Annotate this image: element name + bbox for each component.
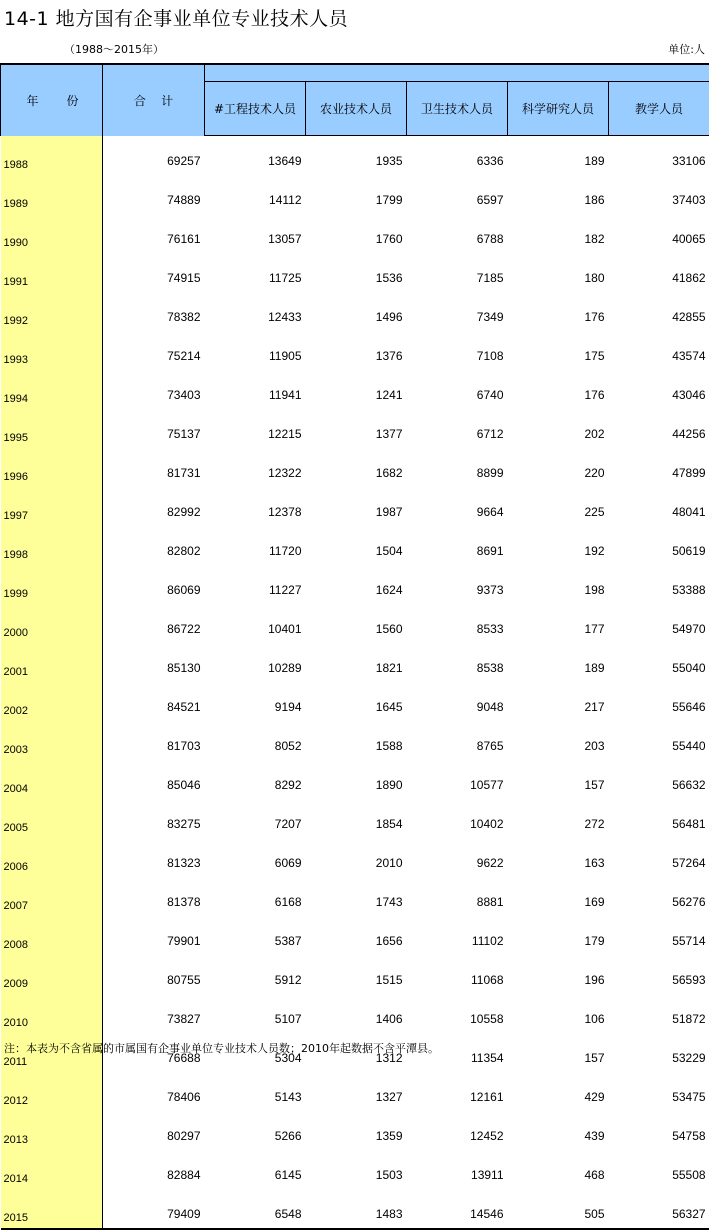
total-cell: 81731 [103,448,205,487]
year-cell: 2006 [1,838,103,877]
research-cell: 176 [508,292,609,331]
table-row [1,253,709,292]
table-row [1,1150,709,1189]
engineering-cell: 6069 [205,838,306,877]
table-row [1,994,709,1033]
total-cell: 82884 [103,1150,205,1189]
health-cell: 9664 [407,487,508,526]
research-cell: 468 [508,1150,609,1189]
year-cell: 1999 [1,565,103,604]
table-header [1,65,709,136]
engineering-cell: 10401 [205,604,306,643]
total-cell: 69257 [103,136,205,176]
engineering-cell: 11720 [205,526,306,565]
table-row [1,1189,709,1229]
research-cell: 192 [508,526,609,565]
year-cell: 1996 [1,448,103,487]
health-column-header: 卫生技术人员 [407,82,508,136]
health-cell: 6788 [407,214,508,253]
year-header-char-1: 年 [27,92,67,109]
teaching-cell: 54758 [609,1111,709,1150]
year-cell: 1995 [1,409,103,448]
health-cell: 8899 [407,448,508,487]
teaching-cell: 53475 [609,1072,709,1111]
agriculture-cell: 1624 [306,565,407,604]
year-cell: 2012 [1,1072,103,1111]
table-row [1,136,709,176]
agriculture-cell: 1645 [306,682,407,721]
teaching-cell: 40065 [609,214,709,253]
engineering-cell: 6548 [205,1189,306,1229]
table-row [1,643,709,682]
agriculture-cell: 1504 [306,526,407,565]
teaching-cell: 47899 [609,448,709,487]
research-cell: 157 [508,760,609,799]
category-group-header [205,65,709,82]
research-cell: 163 [508,838,609,877]
total-cell: 76688 [103,1033,205,1072]
research-cell: 202 [508,409,609,448]
teaching-cell: 43574 [609,331,709,370]
table-row [1,409,709,448]
research-column-header: 科学研究人员 [508,82,609,136]
agriculture-column-header: 农业技术人员 [306,82,407,136]
teaching-cell: 50619 [609,526,709,565]
research-cell: 220 [508,448,609,487]
year-cell: 2005 [1,799,103,838]
agriculture-cell: 1376 [306,331,407,370]
research-cell: 169 [508,877,609,916]
research-cell: 439 [508,1111,609,1150]
total-cell: 81703 [103,721,205,760]
total-cell: 75137 [103,409,205,448]
engineering-cell: 5304 [205,1033,306,1072]
year-cell: 2007 [1,877,103,916]
health-cell: 6740 [407,370,508,409]
health-cell: 14546 [407,1189,508,1229]
year-cell: 2000 [1,604,103,643]
total-cell: 78382 [103,292,205,331]
health-cell: 9622 [407,838,508,877]
health-cell: 9048 [407,682,508,721]
table-body [1,136,709,1230]
engineering-column-header: #工程技术人员 [205,82,306,136]
engineering-cell: 11227 [205,565,306,604]
total-header-char-1: 合 [134,94,146,108]
teaching-cell: 55714 [609,916,709,955]
table-row [1,1111,709,1150]
teaching-cell: 56327 [609,1189,709,1229]
engineering-cell: 8292 [205,760,306,799]
table-row [1,799,709,838]
health-cell: 9373 [407,565,508,604]
total-cell: 79409 [103,1189,205,1229]
table-row [1,526,709,565]
footnote: 注：本表为不含省属的市属国有企事业单位专业技术人员数；2010年起数据不含平潭县。 [4,1040,439,1056]
teaching-cell: 51872 [609,994,709,1033]
engineering-cell: 8052 [205,721,306,760]
engineering-cell: 12322 [205,448,306,487]
teaching-cell: 56481 [609,799,709,838]
year-cell: 1989 [1,175,103,214]
year-range-subtitle: （1988～2015年） [64,41,164,57]
agriculture-cell: 1890 [306,760,407,799]
agriculture-cell: 1536 [306,253,407,292]
table-row [1,604,709,643]
research-cell: 180 [508,253,609,292]
total-cell: 83275 [103,799,205,838]
agriculture-cell: 1987 [306,487,407,526]
engineering-cell: 13649 [205,136,306,176]
research-cell: 186 [508,175,609,214]
engineering-cell: 13057 [205,214,306,253]
table-row [1,331,709,370]
table-row [1,565,709,604]
total-cell: 73827 [103,994,205,1033]
teaching-cell: 55040 [609,643,709,682]
engineering-cell: 11725 [205,253,306,292]
agriculture-cell: 1515 [306,955,407,994]
year-cell: 2011 [1,1033,103,1072]
agriculture-cell: 1760 [306,214,407,253]
agriculture-cell: 1496 [306,292,407,331]
agriculture-cell: 1588 [306,721,407,760]
health-cell: 10577 [407,760,508,799]
table-row [1,214,709,253]
research-cell: 505 [508,1189,609,1229]
health-cell: 8538 [407,643,508,682]
health-cell: 10402 [407,799,508,838]
year-cell: 2003 [1,721,103,760]
engineering-cell: 11941 [205,370,306,409]
year-cell: 1993 [1,331,103,370]
table-row [1,1072,709,1111]
total-cell: 73403 [103,370,205,409]
table-row [1,721,709,760]
year-cell: 2002 [1,682,103,721]
teaching-cell: 57264 [609,838,709,877]
agriculture-cell: 1854 [306,799,407,838]
research-cell: 177 [508,604,609,643]
total-cell: 75214 [103,331,205,370]
year-cell: 2009 [1,955,103,994]
year-cell: 2004 [1,760,103,799]
engineering-cell: 7207 [205,799,306,838]
agriculture-cell: 1359 [306,1111,407,1150]
total-cell: 85046 [103,760,205,799]
engineering-cell: 5143 [205,1072,306,1111]
engineering-cell: 11905 [205,331,306,370]
table-row [1,487,709,526]
teaching-cell: 56276 [609,877,709,916]
year-cell: 1990 [1,214,103,253]
teaching-cell: 37403 [609,175,709,214]
total-cell: 81323 [103,838,205,877]
total-cell: 82992 [103,487,205,526]
research-cell: 429 [508,1072,609,1111]
teaching-column-header: 教学人员 [609,82,709,136]
table-row [1,682,709,721]
year-cell: 1994 [1,370,103,409]
table-row [1,916,709,955]
teaching-cell: 33106 [609,136,709,176]
engineering-cell: 12215 [205,409,306,448]
research-cell: 157 [508,1033,609,1072]
research-cell: 225 [508,487,609,526]
total-cell: 84521 [103,682,205,721]
teaching-cell: 55508 [609,1150,709,1189]
teaching-cell: 54970 [609,604,709,643]
total-cell: 85130 [103,643,205,682]
year-cell: 2013 [1,1111,103,1150]
health-cell: 6597 [407,175,508,214]
agriculture-cell: 1799 [306,175,407,214]
engineering-cell: 5266 [205,1111,306,1150]
total-cell: 79901 [103,916,205,955]
agriculture-cell: 1656 [306,916,407,955]
health-cell: 6712 [407,409,508,448]
page-title: 14-1 地方国有企事业单位专业技术人员 [4,4,348,31]
engineering-cell: 12378 [205,487,306,526]
health-cell: 13911 [407,1150,508,1189]
table-row [1,448,709,487]
year-cell: 2014 [1,1150,103,1189]
health-cell: 12452 [407,1111,508,1150]
total-cell: 81378 [103,877,205,916]
health-cell: 8765 [407,721,508,760]
engineering-cell: 14112 [205,175,306,214]
engineering-cell: 9194 [205,682,306,721]
teaching-cell: 55440 [609,721,709,760]
research-cell: 106 [508,994,609,1033]
research-cell: 196 [508,955,609,994]
engineering-cell: 10289 [205,643,306,682]
year-column-header [1,65,103,136]
teaching-cell: 41862 [609,253,709,292]
table-row [1,838,709,877]
total-cell: 74889 [103,175,205,214]
health-cell: 11354 [407,1033,508,1072]
year-cell: 2015 [1,1189,103,1229]
total-cell: 82802 [103,526,205,565]
health-cell: 8691 [407,526,508,565]
year-cell: 2010 [1,994,103,1033]
agriculture-cell: 1743 [306,877,407,916]
year-cell: 1991 [1,253,103,292]
health-cell: 12161 [407,1072,508,1111]
health-cell: 7349 [407,292,508,331]
table-row [1,292,709,331]
agriculture-cell: 1312 [306,1033,407,1072]
health-cell: 8533 [407,604,508,643]
total-cell: 74915 [103,253,205,292]
year-header-char-2: 份 [67,92,77,109]
research-cell: 198 [508,565,609,604]
year-cell: 1997 [1,487,103,526]
research-cell: 272 [508,799,609,838]
research-cell: 189 [508,136,609,176]
health-cell: 11102 [407,916,508,955]
health-cell: 10558 [407,994,508,1033]
engineering-cell: 6168 [205,877,306,916]
table-row [1,760,709,799]
health-cell: 7108 [407,331,508,370]
teaching-cell: 48041 [609,487,709,526]
agriculture-cell: 1682 [306,448,407,487]
agriculture-cell: 1377 [306,409,407,448]
agriculture-cell: 2010 [306,838,407,877]
table-row [1,955,709,994]
research-cell: 179 [508,916,609,955]
health-cell: 6336 [407,136,508,176]
table-row [1,175,709,214]
engineering-cell: 5107 [205,994,306,1033]
total-cell: 80297 [103,1111,205,1150]
total-cell: 86722 [103,604,205,643]
teaching-cell: 44256 [609,409,709,448]
total-cell: 86069 [103,565,205,604]
health-cell: 8881 [407,877,508,916]
total-cell: 80755 [103,955,205,994]
unit-label: 单位:人 [668,41,705,57]
health-cell: 7185 [407,253,508,292]
engineering-cell: 5912 [205,955,306,994]
teaching-cell: 43046 [609,370,709,409]
year-cell: 1992 [1,292,103,331]
agriculture-cell: 1327 [306,1072,407,1111]
teaching-cell: 53229 [609,1033,709,1072]
teaching-cell: 42855 [609,292,709,331]
year-cell: 1998 [1,526,103,565]
agriculture-cell: 1241 [306,370,407,409]
health-cell: 11068 [407,955,508,994]
agriculture-cell: 1503 [306,1150,407,1189]
agriculture-cell: 1560 [306,604,407,643]
total-cell: 76161 [103,214,205,253]
table-row [1,370,709,409]
agriculture-cell: 1821 [306,643,407,682]
research-cell: 176 [508,370,609,409]
table-row [1,877,709,916]
year-cell: 2001 [1,643,103,682]
research-cell: 182 [508,214,609,253]
research-cell: 217 [508,682,609,721]
engineering-cell: 5387 [205,916,306,955]
research-cell: 189 [508,643,609,682]
agriculture-cell: 1406 [306,994,407,1033]
teaching-cell: 56593 [609,955,709,994]
total-header-char-2: 计 [161,94,173,108]
agriculture-cell: 1935 [306,136,407,176]
total-column-header [103,65,205,136]
agriculture-cell: 1483 [306,1189,407,1229]
year-cell: 2008 [1,916,103,955]
engineering-cell: 12433 [205,292,306,331]
research-cell: 203 [508,721,609,760]
total-cell: 78406 [103,1072,205,1111]
teaching-cell: 56632 [609,760,709,799]
teaching-cell: 55646 [609,682,709,721]
year-cell: 1988 [1,136,103,176]
engineering-cell: 6145 [205,1150,306,1189]
research-cell: 175 [508,331,609,370]
teaching-cell: 53388 [609,565,709,604]
